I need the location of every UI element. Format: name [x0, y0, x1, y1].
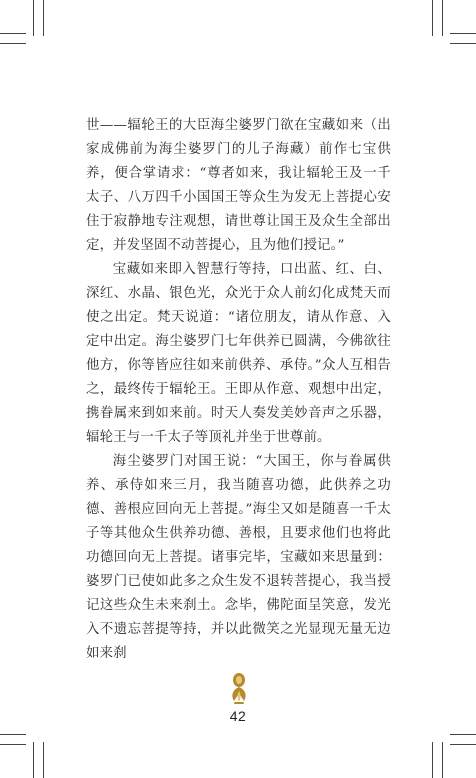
crop-mark-top-left-horizontal	[0, 33, 26, 34]
crop-mark-top-right-vertical	[432, 0, 433, 36]
page-number: 42	[229, 708, 247, 724]
crop-mark-top-left-horizontal-inner	[0, 43, 26, 44]
page-body-text	[86, 114, 391, 666]
crop-mark-bottom-right-horizontal	[450, 734, 476, 735]
crop-mark-top-left-vertical-inner	[43, 0, 44, 36]
crop-mark-bottom-right-horizontal-inner	[450, 744, 476, 745]
crop-mark-bottom-right-vertical	[432, 742, 433, 778]
crop-mark-top-left-vertical	[33, 0, 34, 36]
crop-mark-bottom-left-vertical	[33, 742, 34, 778]
paragraph-continued: 世——辐轮王的大臣海尘婆罗门欲在宝藏如来（出家成佛前为海尘婆罗门的儿子海藏）前作七宝供养，便合掌请求：“尊者如来，我让辐轮王及一千太子、八万四千小国国王等众生为发无上菩提心安住于寂静地专注观想，请世尊让国王及众生全部出定，并发坚固不动菩提心，且为他们授记。”	[86, 118, 391, 253]
paragraph: 海尘婆罗门对国王说：“大国王，你与眷属供养、承侍如来三月，我当随喜功德，此供养之功德、善根应回向无上菩提。”海尘又如是随喜一千太子等其他众生供养功德、善根，且要求他们也将此功德回向无上菩提。诸事完毕，宝藏如来思量到：婆罗门已使如此多之众生发不退转菩提心，我当授记这些众生未来刹土。念毕，佛陀面呈笑意，发光入不遗忘菩提等持，并以此微笑之光显现无量无边如来刹	[86, 454, 391, 661]
crop-mark-top-right-horizontal	[450, 33, 476, 34]
crop-mark-top-right-vertical-inner	[442, 0, 443, 36]
crop-mark-bottom-left-horizontal	[0, 734, 26, 735]
crop-mark-top-right-horizontal-inner	[450, 43, 476, 44]
crop-mark-bottom-left-vertical-inner	[43, 742, 44, 778]
paragraph: 宝藏如来即入智慧行等持，口出蓝、红、白、深红、水晶、银色光，众光于众人前幻化成梵天而使之出定。梵天说道：“诸位朋友，请从作意、入定中出定。海尘婆罗门七年供养已圆满，今佛欲往他方，你等皆应往如来前供养、承侍。”众人互相告之，最终传于辐轮王。王即从作意、观想中出定，携眷属来到如来前。时天人奏发美妙音声之乐器，辐轮王与一千太子等顶礼并坐于世尊前。	[86, 262, 391, 445]
lotus-ornament-icon	[228, 672, 250, 706]
crop-mark-bottom-left-horizontal-inner	[0, 744, 26, 745]
crop-mark-bottom-right-vertical-inner	[442, 742, 443, 778]
